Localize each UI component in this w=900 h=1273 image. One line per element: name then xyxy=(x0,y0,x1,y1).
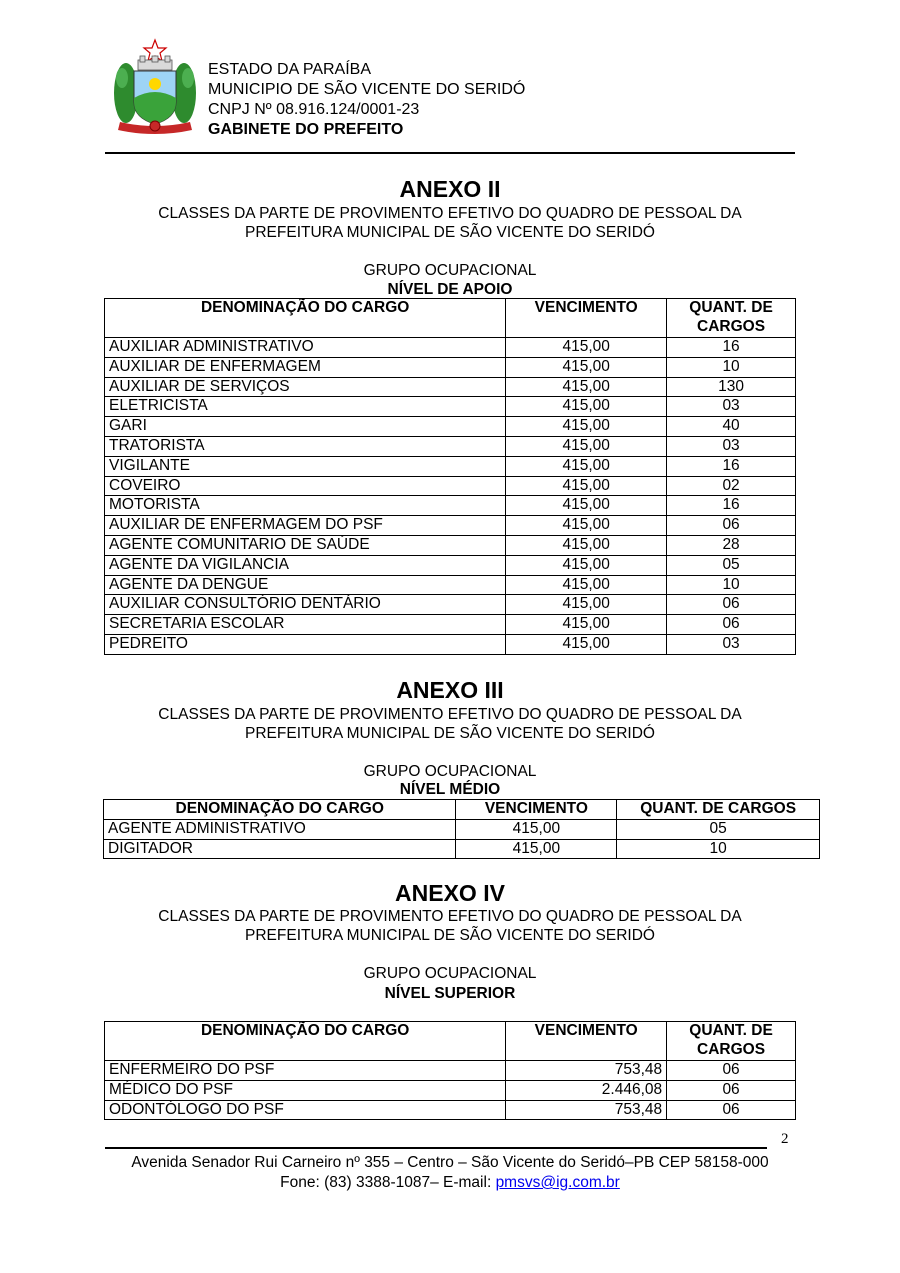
header-text-block xyxy=(208,60,525,140)
anexo-iv-nivel-text: NÍVEL SUPERIOR xyxy=(384,985,516,1002)
vencimento-cell: 415,00 xyxy=(506,595,667,615)
vencimento-cell: 415,00 xyxy=(506,436,667,456)
table-row xyxy=(104,819,820,839)
table-row xyxy=(105,555,796,575)
vencimento-cell: 415,00 xyxy=(506,535,667,555)
anexo-iv-subtitle-2: PREFEITURA MUNICIPAL DE SÃO VICENTE DO SERIDÓ xyxy=(245,927,655,944)
cargo-cell: AUXILIAR ADMINISTRATIVO xyxy=(105,338,506,358)
vencimento-cell: 415,00 xyxy=(506,338,667,358)
quantidade-cell: 03 xyxy=(667,634,796,654)
quantidade-cell: 03 xyxy=(667,397,796,417)
vencimento-cell: 415,00 xyxy=(506,456,667,476)
quantidade-cell: 06 xyxy=(667,615,796,635)
cargo-cell: AGENTE DA DENGUE xyxy=(105,575,506,595)
cargo-cell: SECRETARIA ESCOLAR xyxy=(105,615,506,635)
table-row xyxy=(105,575,796,595)
cargo-cell: AUXILIAR DE SERVIÇOS xyxy=(105,377,506,397)
header-vencimento: VENCIMENTO xyxy=(456,800,617,820)
cargo-cell: GARI xyxy=(105,417,506,437)
table-row xyxy=(105,1080,796,1100)
vencimento-cell: 415,00 xyxy=(506,357,667,377)
quantidade-cell: 10 xyxy=(667,357,796,377)
anexo-iii-subtitle-1: CLASSES DA PARTE DE PROVIMENTO EFETIVO DO QUADRO DE PESSOAL DA xyxy=(158,706,742,723)
anexo-ii-table xyxy=(104,298,796,655)
anexo-iv-rows xyxy=(105,1061,796,1120)
table-row xyxy=(105,338,796,358)
cargo-cell: MÉDICO DO PSF xyxy=(105,1080,506,1100)
header-municipality: MUNICIPIO DE SÃO VICENTE DO SERIDÓ xyxy=(208,81,526,98)
anexo-iii-rows xyxy=(104,819,820,859)
header-cargo: DENOMINAÇÃO DO CARGO xyxy=(104,800,456,820)
header-quantidade: QUANT. DE CARGOS xyxy=(667,1022,796,1061)
anexo-iii-grupo: GRUPO OCUPACIONAL xyxy=(363,763,537,780)
quantidade-cell: 10 xyxy=(617,839,820,859)
cargo-cell: DIGITADOR xyxy=(104,839,456,859)
vencimento-cell: 753,48 xyxy=(506,1100,667,1120)
cargo-cell: ELETRICISTA xyxy=(105,397,506,417)
quantidade-cell: 06 xyxy=(667,1061,796,1081)
quantidade-cell: 03 xyxy=(667,436,796,456)
anexo-ii-subtitle-2: PREFEITURA MUNICIPAL DE SÃO VICENTE DO SERIDÓ xyxy=(245,224,655,241)
cargo-cell: AUXILIAR DE ENFERMAGEM xyxy=(105,357,506,377)
vencimento-cell: 415,00 xyxy=(506,476,667,496)
table-row xyxy=(105,397,796,417)
quantidade-cell: 06 xyxy=(667,1080,796,1100)
vencimento-cell: 415,00 xyxy=(506,397,667,417)
quantidade-cell: 06 xyxy=(667,595,796,615)
quantidade-cell: 05 xyxy=(617,819,820,839)
header-vencimento: VENCIMENTO xyxy=(506,1022,667,1061)
page-number: 2 xyxy=(781,1131,789,1147)
coat-of-arms-logo xyxy=(112,38,198,138)
vencimento-cell: 415,00 xyxy=(506,634,667,654)
vencimento-cell: 753,48 xyxy=(506,1061,667,1081)
footer-address: Avenida Senador Rui Carneiro nº 355 – Centro – São Vicente do Seridó–PB CEP 58158-000 xyxy=(131,1154,769,1171)
table-row xyxy=(105,615,796,635)
table-row xyxy=(105,377,796,397)
anexo-iii-nivel xyxy=(0,780,900,799)
anexo-iv-title: ANEXO IV xyxy=(395,880,505,906)
vencimento-cell: 415,00 xyxy=(506,496,667,516)
anexo-iii-nivel-text: NÍVEL MÉDIO xyxy=(399,781,501,798)
vencimento-cell: 415,00 xyxy=(506,516,667,536)
table-row xyxy=(105,476,796,496)
table-row xyxy=(105,516,796,536)
cargo-cell: ENFERMEIRO DO PSF xyxy=(105,1061,506,1081)
quantidade-cell: 06 xyxy=(667,516,796,536)
anexo-ii-nivel-text: NÍVEL DE APOIO xyxy=(387,281,513,298)
header-quantidade: QUANT. DE CARGOS xyxy=(667,299,796,338)
vencimento-cell: 415,00 xyxy=(506,377,667,397)
footer-email-link[interactable]: pmsvs@ig.com.br xyxy=(495,1174,620,1191)
cargo-cell: TRATORISTA xyxy=(105,436,506,456)
quantidade-cell: 02 xyxy=(667,476,796,496)
cargo-cell: VIGILANTE xyxy=(105,456,506,476)
cargo-cell: PEDREITO xyxy=(105,634,506,654)
footer-divider xyxy=(105,1147,767,1149)
quantidade-cell: 16 xyxy=(667,338,796,358)
anexo-iv-grupo: GRUPO OCUPACIONAL xyxy=(363,965,537,982)
table-row xyxy=(105,595,796,615)
table-row xyxy=(105,357,796,377)
vencimento-cell: 415,00 xyxy=(456,839,617,859)
vencimento-cell: 415,00 xyxy=(456,819,617,839)
table-row xyxy=(105,456,796,476)
quantidade-cell: 40 xyxy=(667,417,796,437)
table-row xyxy=(105,1100,796,1120)
header-state: ESTADO DA PARAÍBA xyxy=(208,61,372,78)
quantidade-cell: 06 xyxy=(667,1100,796,1120)
anexo-iii-subtitle-2: PREFEITURA MUNICIPAL DE SÃO VICENTE DO SERIDÓ xyxy=(245,725,655,742)
vencimento-cell: 415,00 xyxy=(506,575,667,595)
quantidade-cell: 130 xyxy=(667,377,796,397)
table-row xyxy=(105,634,796,654)
anexo-iv-table xyxy=(104,1021,796,1120)
cargo-cell: AGENTE DA VIGILANCIA xyxy=(105,555,506,575)
anexo-ii-rows xyxy=(105,338,796,655)
table-header-row xyxy=(105,1022,796,1061)
quantidade-cell: 28 xyxy=(667,535,796,555)
vencimento-cell: 415,00 xyxy=(506,417,667,437)
header-divider xyxy=(105,152,795,154)
quantidade-cell: 10 xyxy=(667,575,796,595)
cargo-cell: AGENTE COMUNITARIO DE SAÚDE xyxy=(105,535,506,555)
anexo-ii-title: ANEXO II xyxy=(399,176,501,202)
quantidade-cell: 16 xyxy=(667,456,796,476)
header-cnpj: CNPJ Nº 08.916.124/0001-23 xyxy=(208,101,420,118)
footer-contact xyxy=(0,1173,900,1193)
cargo-cell: AUXILIAR CONSULTÓRIO DENTÁRIO xyxy=(105,595,506,615)
table-row xyxy=(105,535,796,555)
cargo-cell: AUXILIAR DE ENFERMAGEM DO PSF xyxy=(105,516,506,536)
header-office: GABINETE DO PREFEITO xyxy=(208,121,404,138)
table-row xyxy=(105,436,796,456)
anexo-ii-subtitle-1: CLASSES DA PARTE DE PROVIMENTO EFETIVO DO QUADRO DE PESSOAL DA xyxy=(158,205,742,222)
header-quantidade: QUANT. DE CARGOS xyxy=(617,800,820,820)
header-cargo: DENOMINAÇÃO DO CARGO xyxy=(105,1022,506,1061)
cargo-cell: AGENTE ADMINISTRATIVO xyxy=(104,819,456,839)
quantidade-cell: 05 xyxy=(667,555,796,575)
table-row xyxy=(105,417,796,437)
table-row xyxy=(104,839,820,859)
anexo-iv-subtitle-1: CLASSES DA PARTE DE PROVIMENTO EFETIVO DO QUADRO DE PESSOAL DA xyxy=(158,908,742,925)
table-header-row xyxy=(104,800,820,820)
table-header-row xyxy=(105,299,796,338)
anexo-iv-nivel xyxy=(0,984,900,1003)
vencimento-cell: 2.446,08 xyxy=(506,1080,667,1100)
footer-phone: Fone: (83) 3388-1087– E-mail: xyxy=(280,1174,496,1191)
anexo-iii-table xyxy=(103,799,820,859)
anexo-ii-grupo: GRUPO OCUPACIONAL xyxy=(363,262,537,279)
cargo-cell: COVEIRO xyxy=(105,476,506,496)
table-row xyxy=(105,1061,796,1081)
cargo-cell: MOTORISTA xyxy=(105,496,506,516)
vencimento-cell: 415,00 xyxy=(506,615,667,635)
header-vencimento: VENCIMENTO xyxy=(506,299,667,338)
quantidade-cell: 16 xyxy=(667,496,796,516)
header-cargo: DENOMINAÇÃO DO CARGO xyxy=(105,299,506,338)
vencimento-cell: 415,00 xyxy=(506,555,667,575)
cargo-cell: ODONTÓLOGO DO PSF xyxy=(105,1100,506,1120)
table-row xyxy=(105,496,796,516)
anexo-ii-nivel xyxy=(0,280,900,299)
anexo-iii-title: ANEXO III xyxy=(396,677,504,703)
